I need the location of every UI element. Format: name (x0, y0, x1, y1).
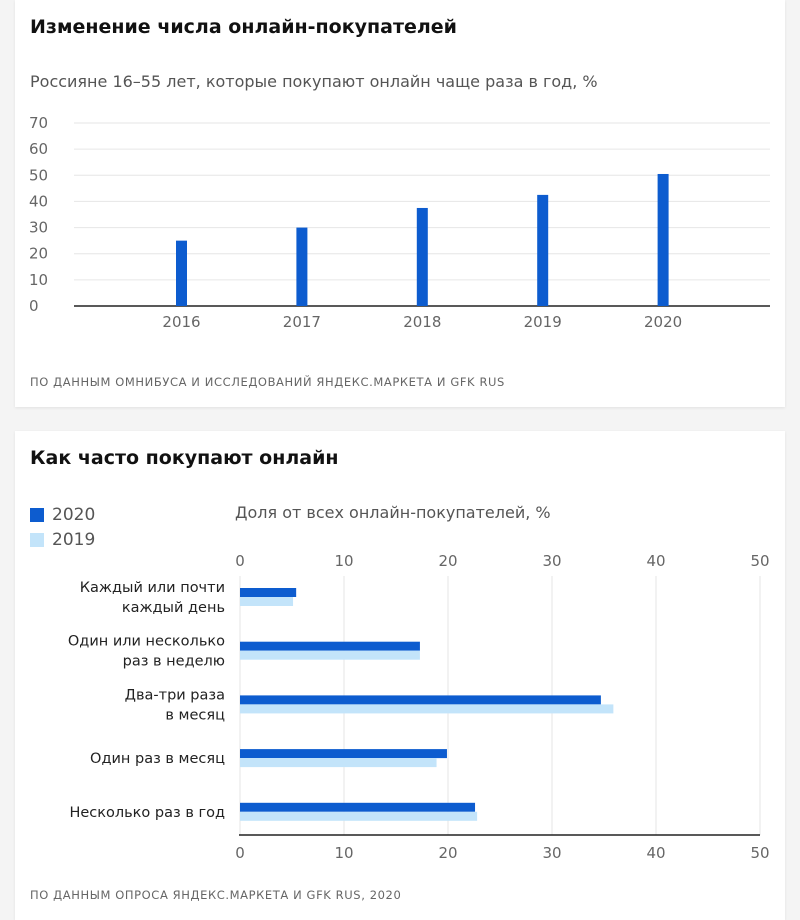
category-label: раз в неделю (122, 653, 225, 670)
bar-2020-3 (240, 749, 447, 758)
chart2-axis-title: Доля от всех онлайн-покупателей, % (235, 503, 551, 522)
y-tick-label: 20 (29, 244, 49, 263)
purchase-frequency-card (15, 431, 785, 920)
bar-2018 (417, 208, 428, 306)
bar-2020-4 (240, 803, 475, 812)
x-tick-label-bottom: 20 (438, 844, 458, 862)
y-tick-label: 70 (29, 114, 49, 132)
bar-2019-2 (240, 704, 613, 713)
bar-2020-2 (240, 695, 601, 704)
category-label: Каждый или почти (79, 580, 225, 596)
x-tick-label-top: 30 (542, 552, 562, 570)
category-label: Один раз в месяц (90, 751, 225, 768)
bar-2017 (296, 228, 307, 306)
y-tick-label: 40 (29, 192, 49, 211)
x-tick-label-bottom: 40 (646, 844, 666, 862)
bar-2020 (658, 174, 669, 306)
chart2-source: ПО ДАННЫМ ОПРОСА ЯНДЕКС.МАРКЕТА И GFK RUS, 2020 (30, 888, 402, 902)
chart1-source: ПО ДАННЫМ ОМНИБУСА И ИССЛЕДОВАНИЙ ЯНДЕКС.МАРКЕТА И GFK RUS (30, 375, 505, 389)
x-tick-label: 2020 (644, 313, 683, 331)
category-label: Один или несколько (67, 633, 225, 650)
online-buyers-change-card (15, 0, 785, 407)
chart1-svg (15, 0, 785, 407)
x-tick-label-bottom: 10 (334, 844, 354, 862)
bar-2019-3 (240, 758, 437, 767)
legend-label-2020: 2020 (52, 504, 96, 525)
category-label: Два-три раза (124, 687, 225, 704)
y-tick-label: 10 (29, 270, 49, 289)
x-tick-label-top: 50 (750, 552, 770, 570)
bar-2019-1 (240, 651, 420, 660)
chart1-title: Изменение числа онлайн-покупателей (30, 16, 457, 38)
chart1-subtitle: Россияне 16–55 лет, которые покупают онлайн чаще раза в год, % (30, 72, 598, 91)
y-tick-label: 60 (29, 140, 49, 159)
bar-2020-0 (240, 588, 296, 597)
bar-2016 (176, 241, 187, 306)
x-tick-label: 2016 (162, 313, 201, 331)
x-tick-label-top: 20 (438, 552, 458, 570)
x-tick-label-top: 0 (235, 552, 245, 570)
y-tick-label: 0 (29, 297, 39, 315)
category-label: каждый день (121, 600, 225, 616)
chart2-title: Как часто покупают онлайн (30, 447, 339, 469)
x-tick-label-top: 40 (646, 552, 666, 570)
category-label: в месяц (165, 707, 225, 724)
bar-2019 (537, 195, 548, 306)
chart2-svg (15, 431, 785, 920)
category-label: Несколько раз в год (69, 804, 225, 821)
y-tick-label: 30 (29, 218, 49, 237)
x-tick-label-bottom: 0 (235, 844, 245, 862)
bar-2020-1 (240, 642, 420, 651)
bar-2019-4 (240, 812, 477, 821)
x-tick-label-bottom: 50 (750, 844, 770, 862)
bar-2019-0 (240, 597, 293, 606)
y-tick-label: 50 (29, 166, 49, 185)
x-tick-label-bottom: 30 (542, 844, 562, 862)
x-tick-label: 2018 (403, 313, 442, 331)
x-tick-label: 2019 (523, 313, 562, 331)
legend-label-2019: 2019 (52, 529, 96, 550)
x-tick-label: 2017 (282, 313, 321, 331)
x-tick-label-top: 10 (334, 552, 354, 570)
